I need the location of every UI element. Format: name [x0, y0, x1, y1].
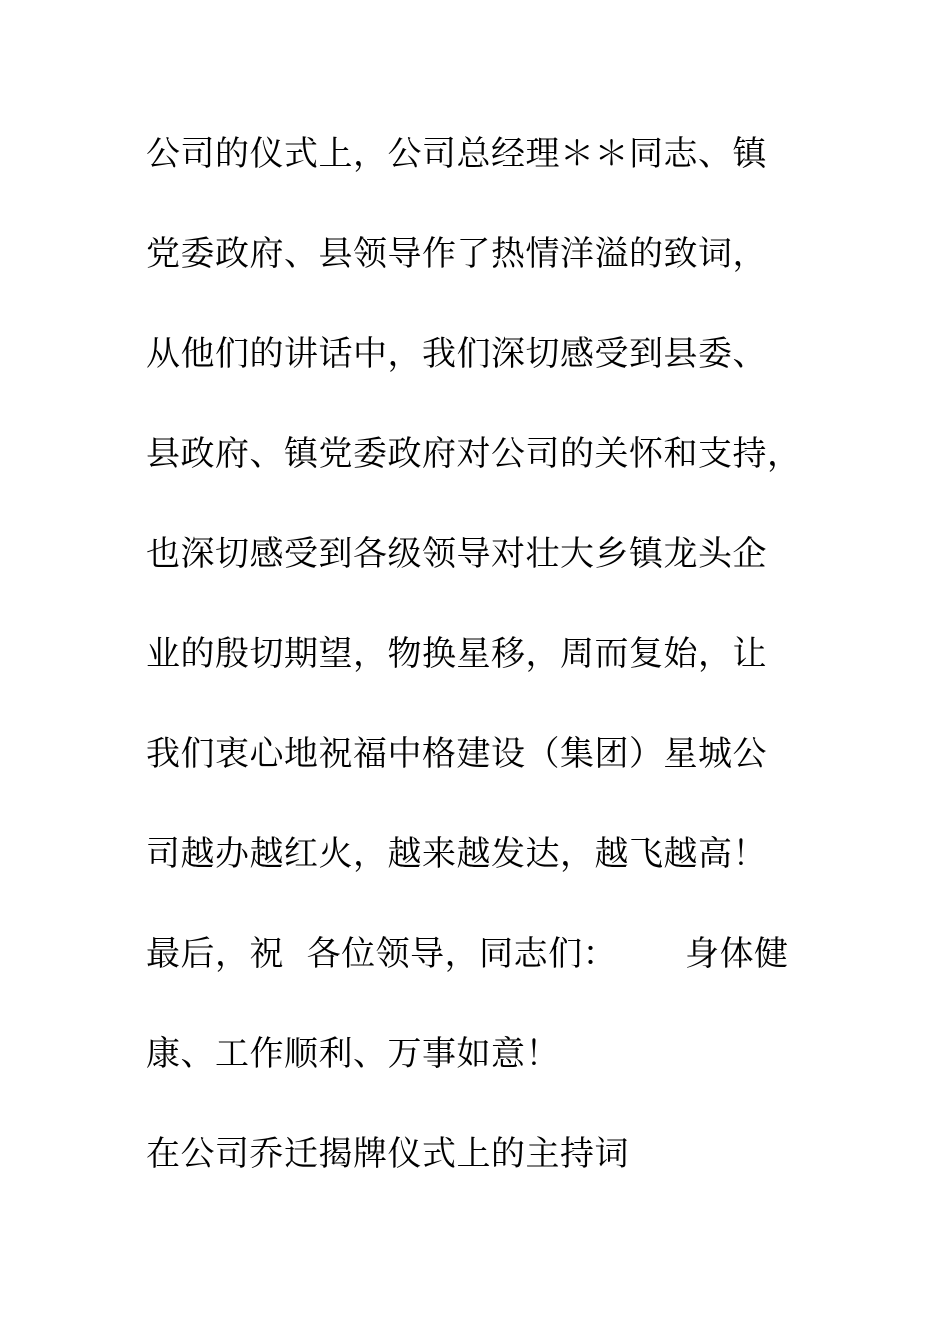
- section-title: 在公司乔迁揭牌仪式上的主持词: [146, 1134, 629, 1174]
- body-text: [146, 124, 826, 1224]
- paragraph-line-9: 最后，祝 各位领导，同志们： 身体健: [146, 934, 789, 974]
- paragraph-line-1: 公司的仪式上，公司总经理＊＊同志、镇: [146, 134, 767, 174]
- paragraph-line-7: 我们衷心地祝福中格建设（集团）星城公: [146, 734, 767, 774]
- paragraph-line-8: 司越办越红火，越来越发达，越飞越高！: [146, 834, 767, 874]
- paragraph-line-6: 业的殷切期望，物换星移，周而复始，让: [146, 634, 767, 674]
- paragraph-line-10: 康、工作顺利、万事如意！: [146, 1034, 560, 1074]
- paragraph-line-5: 也深切感受到各级领导对壮大乡镇龙头企: [146, 534, 767, 574]
- paragraph-line-2: 党委政府、县领导作了热情洋溢的致词，: [146, 234, 767, 274]
- paragraph-line-4: 县政府、镇党委政府对公司的关怀和支持，: [146, 434, 802, 474]
- paragraph-line-3: 从他们的讲话中，我们深切感受到县委、: [146, 334, 767, 374]
